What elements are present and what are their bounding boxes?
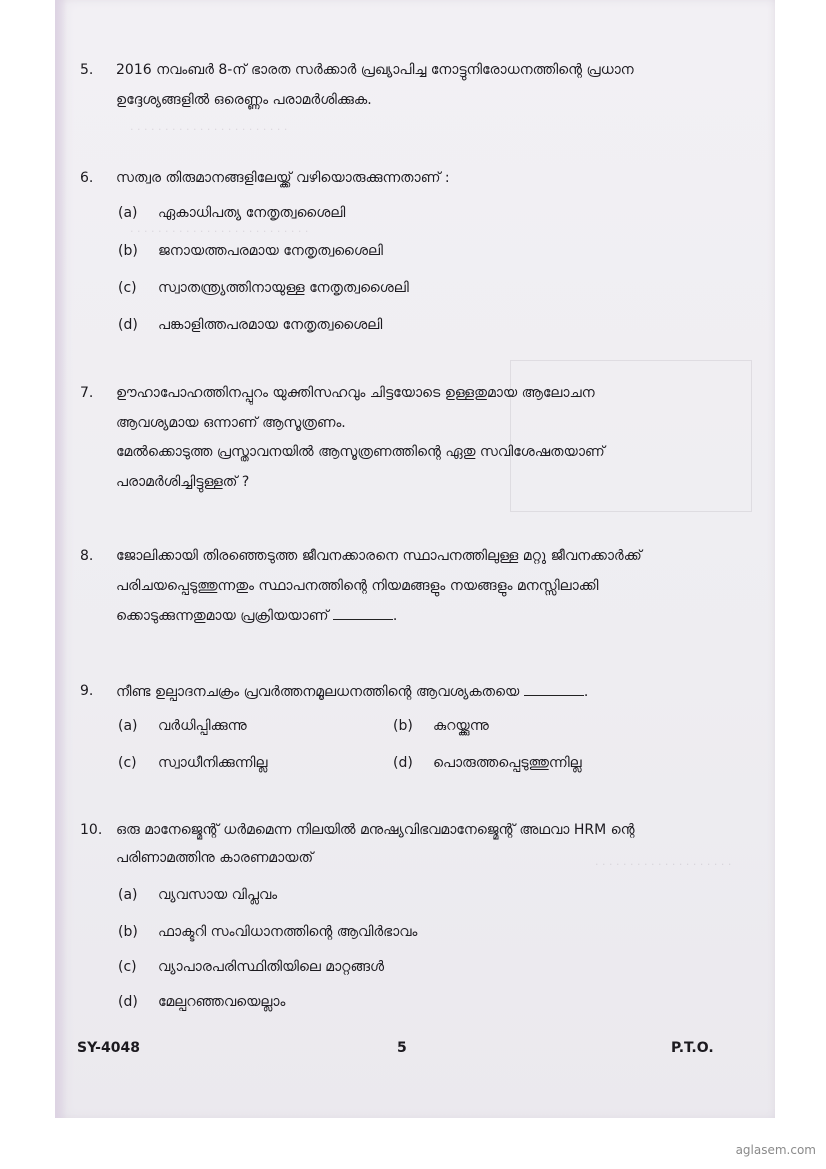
question-text: ആവശ്യമായ ഒന്നാണ് ആസൂത്രണം.	[116, 414, 346, 431]
question-number: 5.	[80, 62, 94, 78]
question-number: 6.	[80, 170, 94, 186]
question-number: 7.	[80, 385, 94, 401]
question-number: 8.	[80, 548, 94, 564]
question-text: ഉദ്ദേശ്യങ്ങളിൽ ഒരെണ്ണം പരാമർശിക്കുക.	[116, 91, 372, 108]
bleed-through-text: . . . . . . . . . . . . . . . . . . . .	[595, 855, 732, 868]
question-text: പരിണാമത്തിനു കാരണമായത്	[116, 849, 314, 866]
pto-label: P.T.O.	[671, 1040, 714, 1056]
question-text: ഊഹാപോഹത്തിനപ്പുറം യുക്തിസഹവും ചിട്ടയോടെ ഉള്ളതുമായ ആലോചന	[116, 385, 595, 401]
bleed-through-text: . . . . . . . . . . . . . . . . . . . . . . . . . .	[130, 222, 309, 235]
question-text: പരിചയപ്പെടുത്തുന്നതും സ്ഥാപനത്തിന്റെ നിയമങ്ങളും നയങ്ങളും മനസ്സിലാക്കി	[116, 577, 599, 594]
question-text: ജോലിക്കായി തിരഞ്ഞെടുത്ത ജീവനക്കാരനെ സ്ഥാപനത്തിലുള്ള മറ്റു ജീവനക്കാർക്ക്	[116, 548, 642, 564]
question-text: നീണ്ട ഉല്പാദനചക്രം പ്രവർത്തനമൂലധനത്തിന്റെ ആവശ്യകതയെ .	[116, 684, 589, 700]
paper-code: SY-4048	[77, 1040, 140, 1056]
option-9b: (b) കുറയ്ക്കുന്നു	[393, 718, 489, 734]
page-number: 5	[397, 1040, 407, 1056]
option-10a: (a) വ്യവസായ വിപ്ലവം	[118, 887, 278, 903]
option-10d: (d) മേല്പറഞ്ഞവയെല്ലാം	[118, 994, 286, 1010]
answer-blank	[524, 683, 584, 696]
answer-blank	[333, 607, 393, 620]
question-text: 2016 നവംബർ 8-ന് ഭാരത സർക്കാർ പ്രഖ്യാപിച്ച നോട്ടുനിരോധനത്തിന്റെ പ്രധാന	[116, 62, 634, 78]
question-text: ഒരു മാനേജ്മെന്റ് ധർമമെന്ന നിലയിൽ മനുഷ്യവിഭവമാനേജ്മെന്റ് അഥവാ HRM ന്റെ	[116, 822, 635, 838]
option-6b: (b) ജനായത്തപരമായ നേതൃത്വശൈലി	[118, 243, 383, 259]
question-text: സത്വര തിരുമാനങ്ങളിലേയ്ക്ക് വഴിയൊരുക്കുന്നതാണ് :	[116, 170, 450, 186]
watermark-text: aglasem.com	[735, 1143, 816, 1157]
option-9c: (c) സ്വാധീനിക്കുന്നില്ല	[118, 755, 268, 771]
option-9a: (a) വർധിപ്പിക്കുന്നു	[118, 718, 247, 734]
option-6c: (c) സ്വാതന്ത്ര്യത്തിനായുള്ള നേതൃത്വശൈലി	[118, 280, 409, 296]
question-number: 10.	[80, 822, 103, 838]
option-6d: (d) പങ്കാളിത്തപരമായ നേതൃത്വശൈലി	[118, 317, 383, 333]
question-number: 9.	[80, 683, 94, 699]
option-6a: (a) ഏകാധിപത്യ നേതൃത്വശൈലി	[118, 205, 346, 221]
option-9d: (d) പൊരുത്തപ്പെടുത്തുന്നില്ല	[393, 755, 582, 771]
question-text: ക്കൊടുക്കുന്നതുമായ പ്രക്രിയയാണ് .	[116, 608, 398, 624]
page-edge-shadow	[55, 0, 67, 1118]
question-text: പരാമർശിച്ചിട്ടുള്ളത് ?	[116, 473, 250, 490]
option-10b: (b) ഫാക്ടറി സംവിധാനത്തിന്റെ ആവിർഭാവം	[118, 924, 418, 940]
exam-page	[55, 0, 775, 1118]
bleed-through-text: . . . . . . . . . . . . . . . . . . . . . . .	[130, 120, 288, 133]
question-text: മേൽക്കൊടുത്ത പ്രസ്താവനയിൽ ആസൂത്രണത്തിന്റെ ഏതു സവിശേഷതയാണ്	[116, 444, 605, 460]
option-10c: (c) വ്യാപാരപരിസ്ഥിതിയിലെ മാറ്റങ്ങൾ	[118, 959, 385, 975]
